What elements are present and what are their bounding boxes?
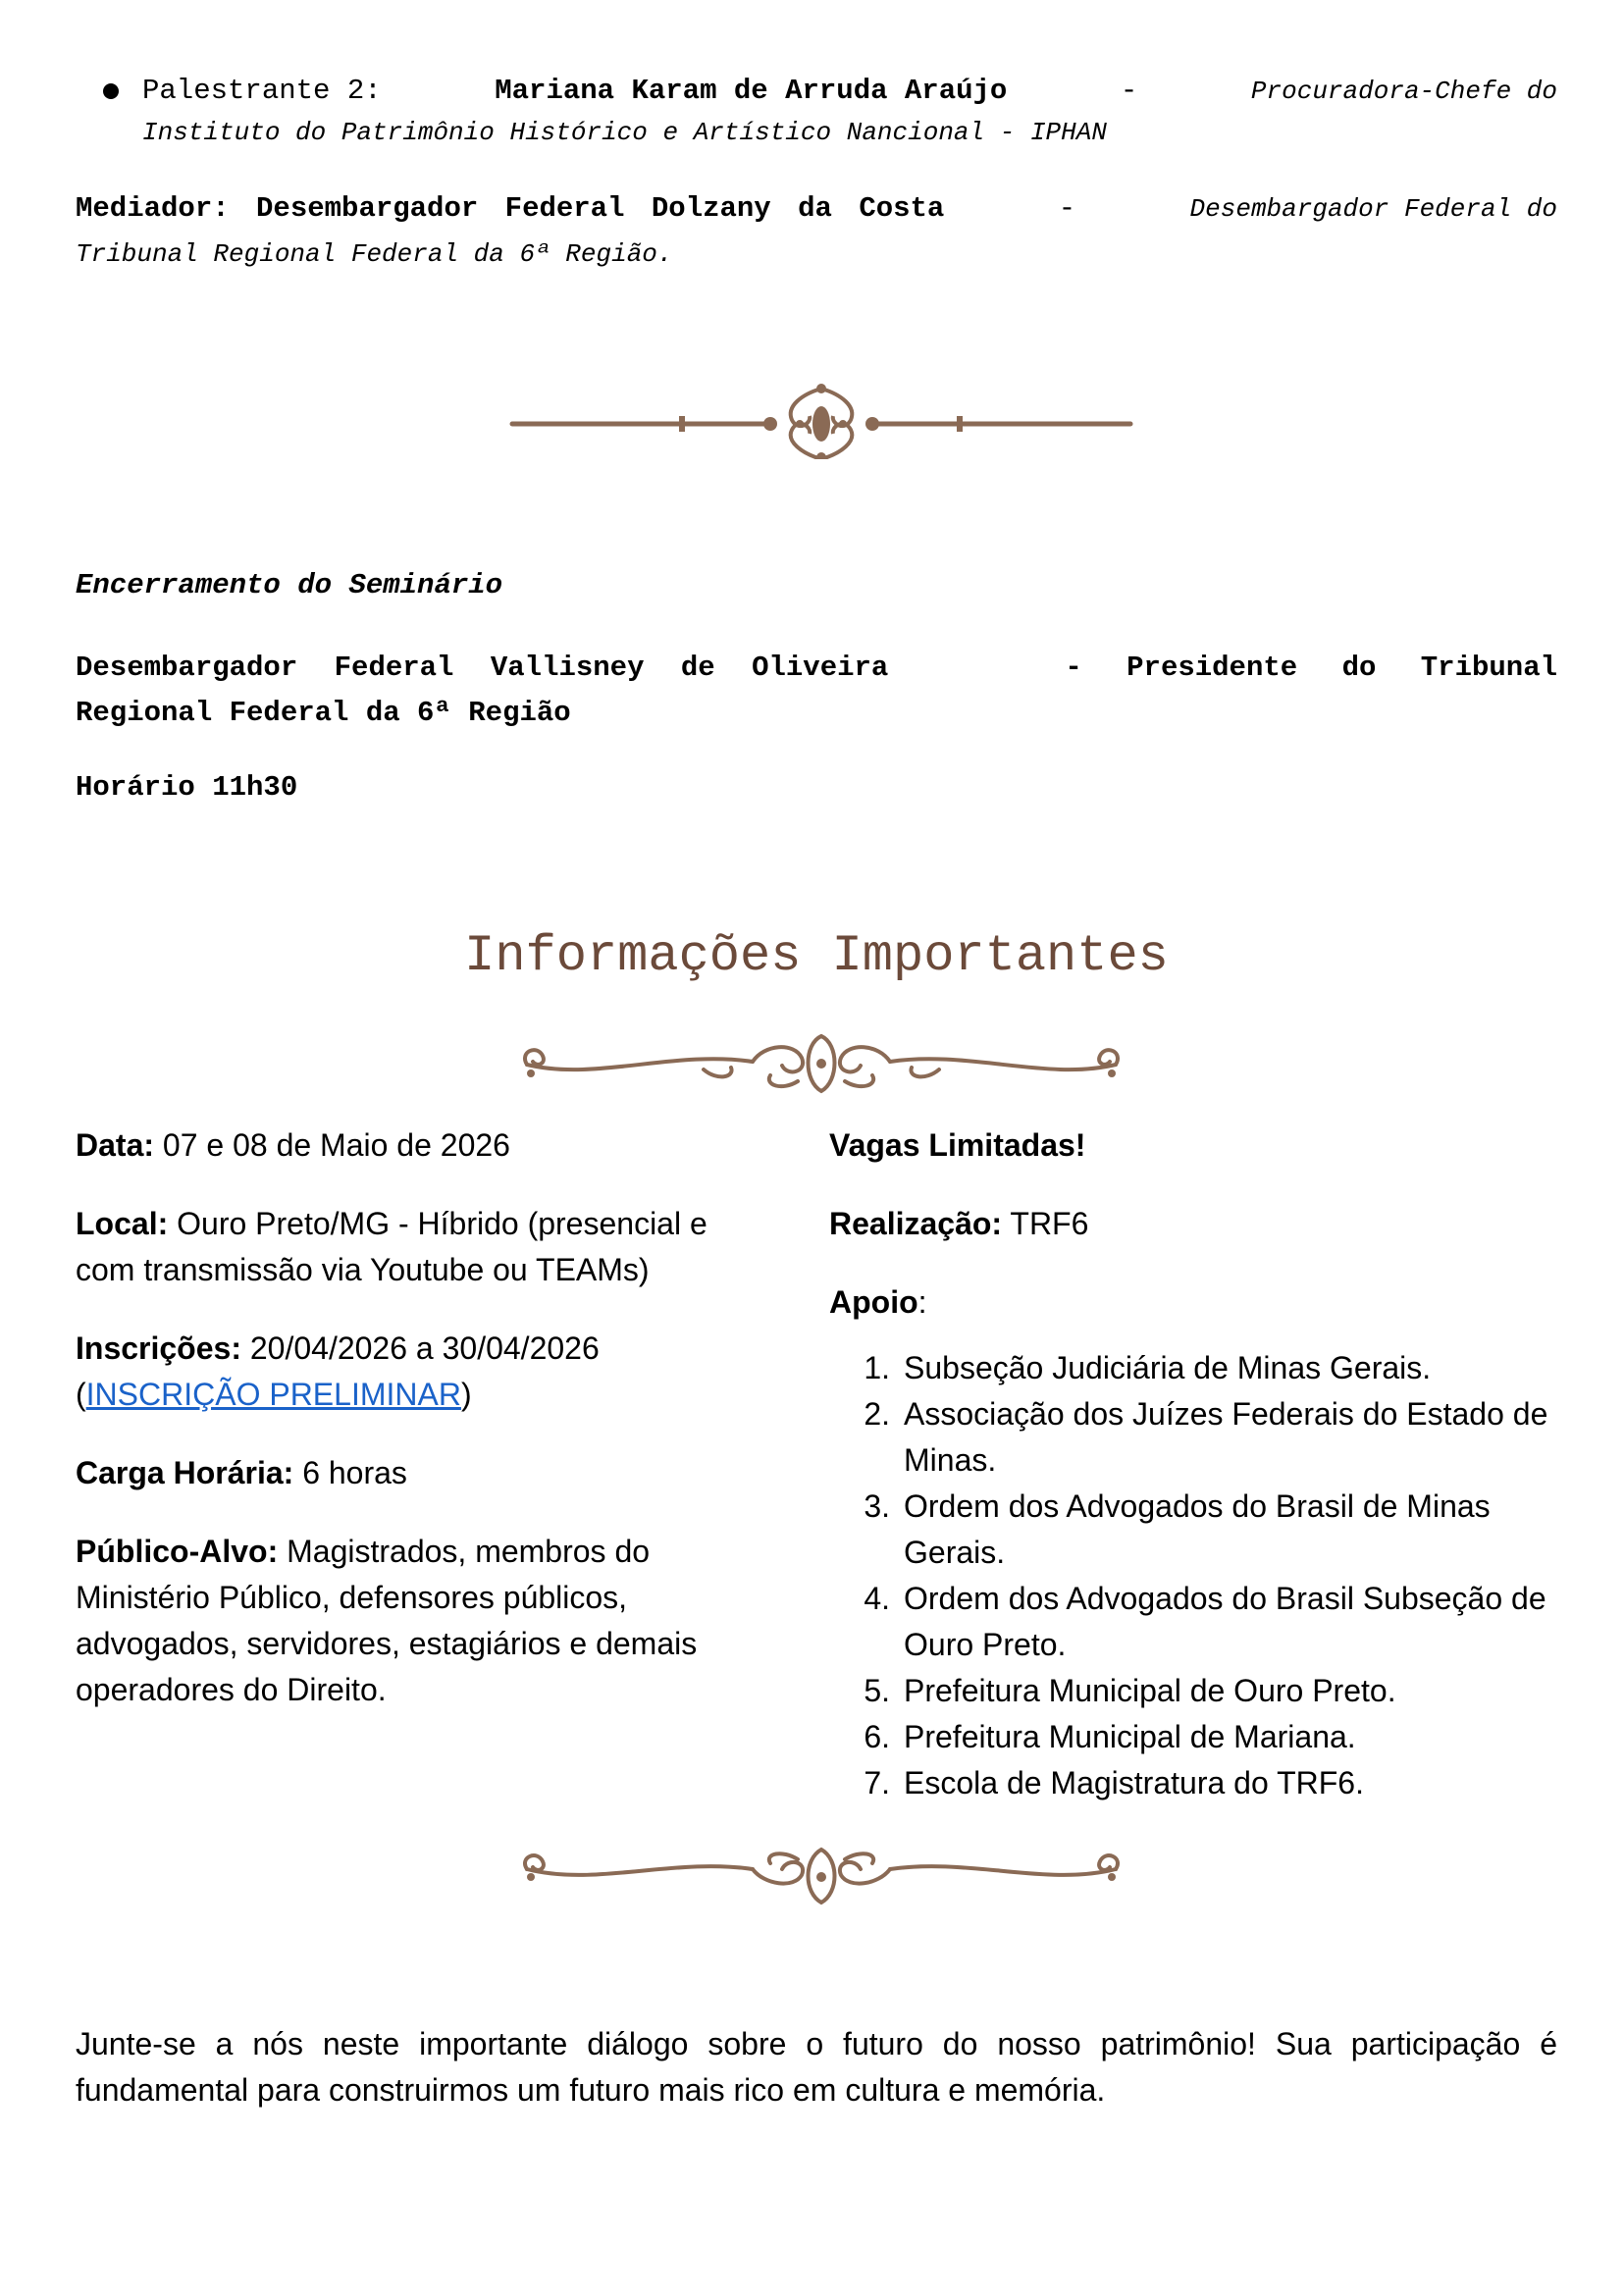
list-item: 4. Ordem dos Advogados do Brasil Subseção de Ouro Preto.: [864, 1581, 1546, 1662]
speaker-role-cont: Instituto do Patrimônio Histórico e Artístico Nancional - IPHAN: [142, 118, 1107, 147]
closing-speaker-role: - Presidente do Tribunal: [1065, 652, 1557, 684]
closing-time: Horário 11h30: [76, 771, 298, 804]
mediator-role-cont: Tribunal Regional Federal da 6ª Região.: [76, 239, 673, 269]
info-audience: Público-Alvo: Magistrados, membros do Ministério Público, defensores públicos, advogados, servidores, estagiários e demais operadores do Direito.: [76, 1534, 698, 1707]
closing-speaker-name: Desembargador Federal Vallisney de Oliveira: [76, 652, 889, 684]
list-item: 2. Associação dos Juízes Federais do Estado de Minas.: [864, 1396, 1548, 1478]
closing-speaker-role-cont: Regional Federal da 6ª Região: [76, 697, 571, 729]
flourish-ornament-icon: [507, 1840, 1135, 1908]
mediator-label: Mediador: Desembargador Federal Dolzany da Costa: [76, 192, 945, 225]
mediator-dash: -: [1058, 192, 1076, 225]
support-list: [829, 1345, 1557, 1806]
speaker-label: Palestrante 2:: [142, 75, 382, 107]
speaker-2-item: [76, 71, 1557, 153]
info-left-column: [76, 1122, 762, 1746]
mediator-role: Desembargador Federal do: [1189, 194, 1557, 224]
info-right-column: [829, 1122, 1557, 1806]
list-item: 1. Subseção Judiciária de Minas Gerais.: [864, 1350, 1432, 1385]
list-item: 3. Ordem dos Advogados do Brasil de Minas Gerais.: [864, 1488, 1491, 1570]
info-support: Apoio:: [829, 1284, 927, 1320]
info-vacancies: Vagas Limitadas!: [829, 1127, 1086, 1163]
divider-ornament-icon: [507, 381, 1135, 459]
speaker-role: Procuradora-Chefe do: [1250, 77, 1557, 106]
mediator-block: [76, 186, 1557, 277]
bullet-icon: [103, 83, 119, 99]
info-date: Data: 07 e 08 de Maio de 2026: [76, 1127, 510, 1163]
closing-speaker: [76, 646, 1557, 736]
speaker-dash: -: [1120, 75, 1138, 107]
flourish-ornament-icon: [507, 1030, 1135, 1099]
list-item: 5. Prefeitura Municipal de Ouro Preto.: [864, 1673, 1396, 1708]
speaker-name: Mariana Karam de Arruda Araújo: [495, 75, 1008, 107]
list-item: 6. Prefeitura Municipal de Mariana.: [864, 1719, 1356, 1754]
info-workload: Carga Horária: 6 horas: [76, 1455, 407, 1490]
info-registration: Inscrições: 20/04/2026 a 30/04/2026 (INSCRIÇÃO PRELIMINAR): [76, 1330, 600, 1412]
registration-link[interactable]: INSCRIÇÃO PRELIMINAR: [85, 1377, 461, 1412]
info-title: Informações Importantes: [464, 927, 1169, 985]
list-item: 7. Escola de Magistratura do TRF6.: [864, 1765, 1364, 1800]
info-place: Local: Ouro Preto/MG - Híbrido (presencial e com transmissão via Youtube ou TEAMs): [76, 1206, 707, 1287]
info-organizer: Realização: TRF6: [829, 1206, 1089, 1241]
closing-title: Encerramento do Seminário: [76, 569, 503, 601]
closing-paragraph: Junte-se a nós neste importante diálogo sobre o futuro do nosso patrimônio! Sua participação é fundamental para construirmos um futuro mais rico em cultura e memória.: [76, 2026, 1557, 2108]
